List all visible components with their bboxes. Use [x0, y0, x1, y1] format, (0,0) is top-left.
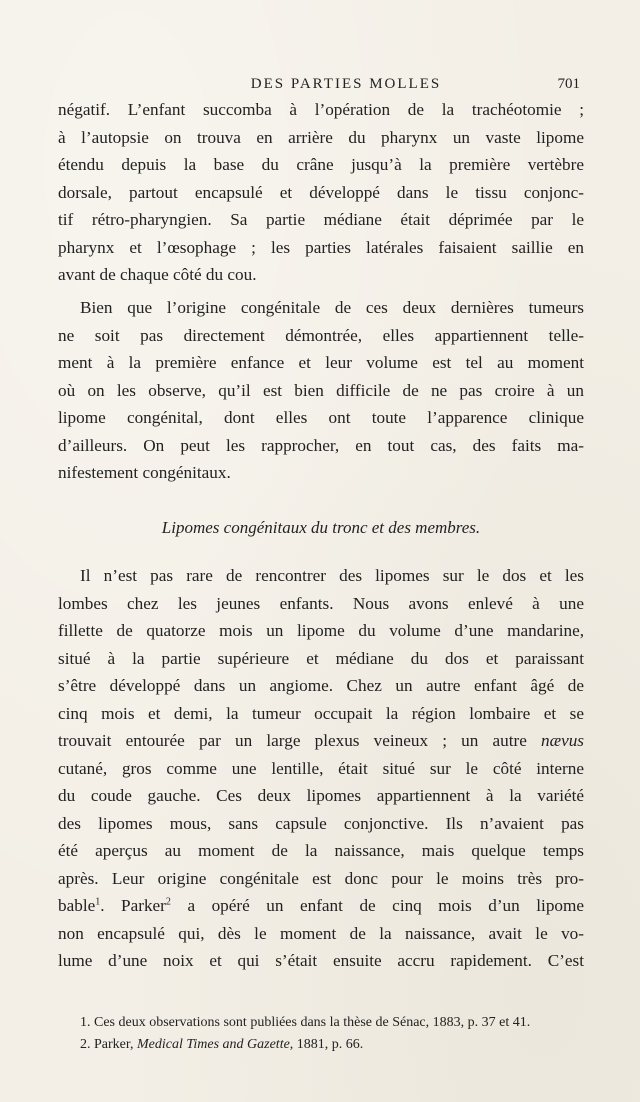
text-line: lombes chez les jeunes enfants. Nous avons enlevé à une: [58, 593, 584, 613]
italic-term: nævus: [541, 731, 584, 750]
text-line: [58, 892, 584, 920]
text-line: Bien que l’origine congénitale de ces deux dernières tumeurs: [80, 298, 584, 317]
text-line: négatif. L’enfant succomba à l’opération de la trachéotomie ;: [58, 100, 584, 119]
text-line: lipome congénital, dont elles ont toute l’apparence clinique: [58, 408, 584, 427]
text-line: où on les observe, qu’il est bien difficile de ne pas croire à un: [58, 380, 584, 400]
paragraph-3: [58, 562, 584, 975]
text-line: [58, 727, 584, 755]
footnote-ref-2: 2: [165, 896, 171, 908]
text-line: des lipomes mous, sans capsule conjonctive. Ils n’avaient pas: [58, 813, 584, 833]
text-line: après. Leur origine congénitale est donc pour le moins très pro-: [58, 868, 584, 888]
footnote-text: , 1881, p. 66.: [289, 1037, 364, 1052]
text-line: lume d’une noix et qui s’était ensuite accru rapidement. C’est: [58, 951, 584, 970]
text-segment: trouvait entourée par un large plexus veineux ; un autre: [58, 731, 527, 750]
text-line: non encapsulé qui, dès le moment de la naissance, avait le vo-: [58, 923, 584, 943]
text-line: nifestement congénitaux.: [58, 463, 231, 482]
text-line: étendu depuis la base du crâne jusqu’à la première vertèbre: [58, 155, 584, 174]
text-line: situé à la partie supérieure et médiane du dos et paraissant: [58, 648, 584, 668]
footnote-1: 1. Ces deux observations sont publiées dans la thèse de Sénac, 1883, p. 37 et 41.: [80, 1015, 531, 1030]
text-segment: . Parker: [100, 896, 166, 915]
text-line: Il n’est pas rare de rencontrer des lipomes sur le dos et les: [80, 566, 584, 585]
footnote-ref-1: 1: [95, 896, 101, 908]
paragraph-1: [58, 96, 584, 289]
text-line: tif rétro-pharyngien. Sa partie médiane était déprimée par le: [58, 210, 584, 229]
paragraph-2: [58, 294, 584, 487]
section-heading: Lipomes congénitaux du tronc et des membres.: [161, 518, 481, 537]
running-head: [112, 76, 580, 96]
text-line: fillette de quatorze mois un lipome du volume d’une mandarine,: [58, 621, 584, 640]
footnote-2: [58, 1034, 584, 1056]
text-line: dorsale, partout encapsulé et développé dans le tissu conjonc-: [58, 182, 584, 202]
text-segment: a opéré un enfant de cinq mois d’un lipome: [170, 896, 584, 915]
footnotes: [58, 1012, 584, 1056]
text-line: cinq mois et demi, la tumeur occupait la région lombaire et se: [58, 703, 584, 723]
text-line: du coude gauche. Ces deux lipomes appartiennent à la variété: [58, 786, 584, 805]
page-number: 701: [557, 76, 580, 92]
text-line: pharynx et l’œsophage ; les parties latérales faisaient saillie en: [58, 237, 584, 257]
text-line: d’ailleurs. On peut les rapprocher, en tout cas, des faits ma-: [58, 435, 584, 455]
footnote-text: 2. Parker,: [80, 1037, 137, 1052]
text-segment: bable: [58, 896, 96, 915]
footnote-journal: Medical Times and Gazette: [136, 1037, 290, 1052]
text-line: ne soit pas directement démontrée, elles appartiennent telle-: [58, 325, 584, 345]
running-title: DES PARTIES MOLLES: [250, 76, 442, 92]
text-line: été aperçus au moment de la naissance, mais quelque temps: [58, 841, 584, 860]
text-line: cutané, gros comme une lentille, était situé sur le côté interne: [58, 758, 584, 778]
text-line: s’être développé dans un angiome. Chez un autre enfant âgé de: [58, 676, 584, 695]
text-line: à l’autopsie on trouva en arrière du pharynx un vaste lipome: [58, 127, 584, 147]
text-line: ment à la première enfance et leur volume est tel au moment: [58, 353, 584, 372]
text-line: avant de chaque côté du cou.: [58, 265, 257, 284]
